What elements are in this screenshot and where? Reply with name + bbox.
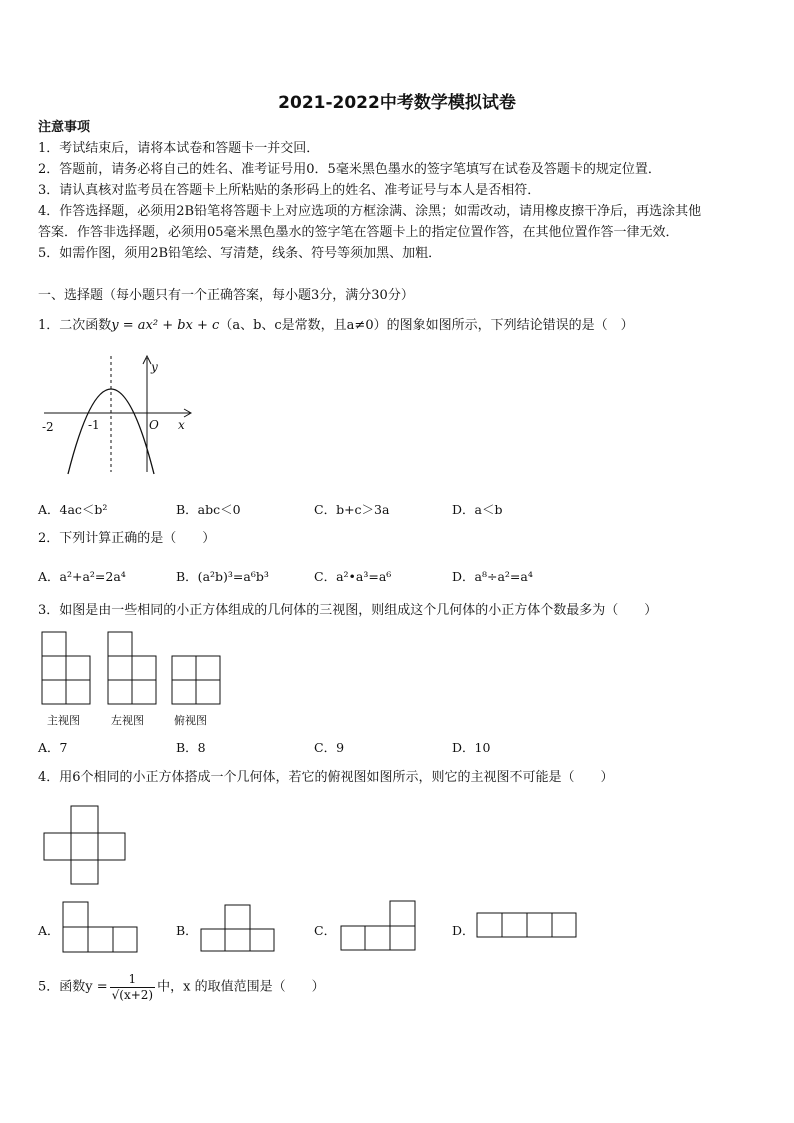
question-1-suffix: （a、b、c是常数，且a≠0）的图象如图所示，下列结论错误的是（ ） xyxy=(219,318,634,333)
q4-option-b-figure[interactable] xyxy=(198,902,278,954)
fraction-numerator: 1 xyxy=(128,972,137,986)
question-5 xyxy=(38,972,325,1003)
top-view-cross-figure xyxy=(38,803,130,887)
notice-heading: 注意事项 xyxy=(38,120,91,135)
q2-option-b[interactable]: B．(a²b)³=a⁶b³ xyxy=(176,569,269,584)
q4-option-a-figure[interactable] xyxy=(60,899,140,955)
notice-item: 2．答题前，请务必将自己的姓名、准考证号用0．5毫米黑色墨水的签字笔填写在试卷及答题卡的规定位置． xyxy=(38,162,661,177)
fraction-denominator: √(x+2) xyxy=(111,988,154,1002)
q2-option-a[interactable]: A．a²+a²=2a⁴ xyxy=(38,569,126,584)
question-5-suffix: 中，x 的取值范围是（ ） xyxy=(157,979,325,995)
notice-item: 1．考试结束后，请将本试卷和答题卡一并交回． xyxy=(38,141,320,156)
q4-option-a-label[interactable]: A． xyxy=(38,923,60,938)
graph-tick-minus-2: -2 xyxy=(42,420,54,434)
q3-option-d[interactable]: D．10 xyxy=(452,740,491,755)
caption-front-view: 主视图 xyxy=(47,714,80,727)
parabola-graph xyxy=(40,350,200,480)
q1-option-d[interactable]: D．a＜b xyxy=(452,502,503,517)
notice-item: 3．请认真核对监考员在答题卡上所粘贴的条形码上的姓名、准考证号与本人是否相符． xyxy=(38,183,541,198)
q3-option-b[interactable]: B．8 xyxy=(176,740,206,755)
caption-top-view: 俯视图 xyxy=(174,714,207,727)
q4-option-b-label[interactable]: B． xyxy=(176,923,198,938)
graph-y-label: y xyxy=(151,360,158,374)
q4-option-d-figure[interactable] xyxy=(474,910,580,942)
page-title: 2021-2022中考数学模拟试卷 xyxy=(278,93,516,113)
q1-option-b[interactable]: B．abc＜0 xyxy=(176,502,241,517)
q4-option-c-label[interactable]: C． xyxy=(314,923,337,938)
question-3: 3．如图是由一些相同的小正方体组成的几何体的三视图，则组成这个几何体的小正方体个数最多为（ ） xyxy=(38,603,658,618)
graph-tick-minus-1: -1 xyxy=(88,418,100,432)
notice-item: 答案．作答非选择题，必须用05毫米黑色墨水的签字笔在答题卡上的指定位置作答，在其他位置作答一律无效． xyxy=(38,225,679,240)
question-1-formula: y = ax² + bx + c xyxy=(111,318,220,333)
question-5-fraction xyxy=(110,972,155,1003)
question-2: 2．下列计算正确的是（ ） xyxy=(38,531,216,546)
section-heading: 一、选择题（每小题只有一个正确答案，每小题3分，满分30分） xyxy=(38,288,414,303)
q2-option-c[interactable]: C．a²•a³=a⁶ xyxy=(314,569,392,584)
notice-item: 4．作答选择题，必须用2B铅笔将答题卡上对应选项的方框涂满、涂黑；如需改动，请用橡皮擦干净后，再选涂其他 xyxy=(38,204,702,219)
question-4: 4．用6个相同的小正方体搭成一个几何体，若它的俯视图如图所示，则它的主视图不可能是（ ） xyxy=(38,770,614,785)
q3-option-a[interactable]: A．7 xyxy=(38,740,68,755)
question-1-prefix: 1．二次函数 xyxy=(38,318,112,333)
question-1 xyxy=(38,316,634,336)
q2-option-d[interactable]: D．a⁸÷a²=a⁴ xyxy=(452,569,533,584)
q3-option-c[interactable]: C．9 xyxy=(314,740,345,755)
graph-x-label: x xyxy=(178,418,185,432)
q4-option-c-figure[interactable] xyxy=(338,898,420,954)
caption-left-view: 左视图 xyxy=(111,714,144,727)
notice-item: 5．如需作图，须用2B铅笔绘、写清楚，线条、符号等须加黑、加粗． xyxy=(38,246,442,261)
q1-option-c[interactable]: C．b+c＞3a xyxy=(314,502,390,517)
q4-option-d-label[interactable]: D． xyxy=(452,923,475,938)
question-5-prefix: 5．函数y = xyxy=(38,979,108,995)
q1-option-a[interactable]: A．4ac＜b² xyxy=(38,502,108,517)
three-views-figure xyxy=(38,628,223,708)
graph-origin-label: O xyxy=(149,418,159,432)
